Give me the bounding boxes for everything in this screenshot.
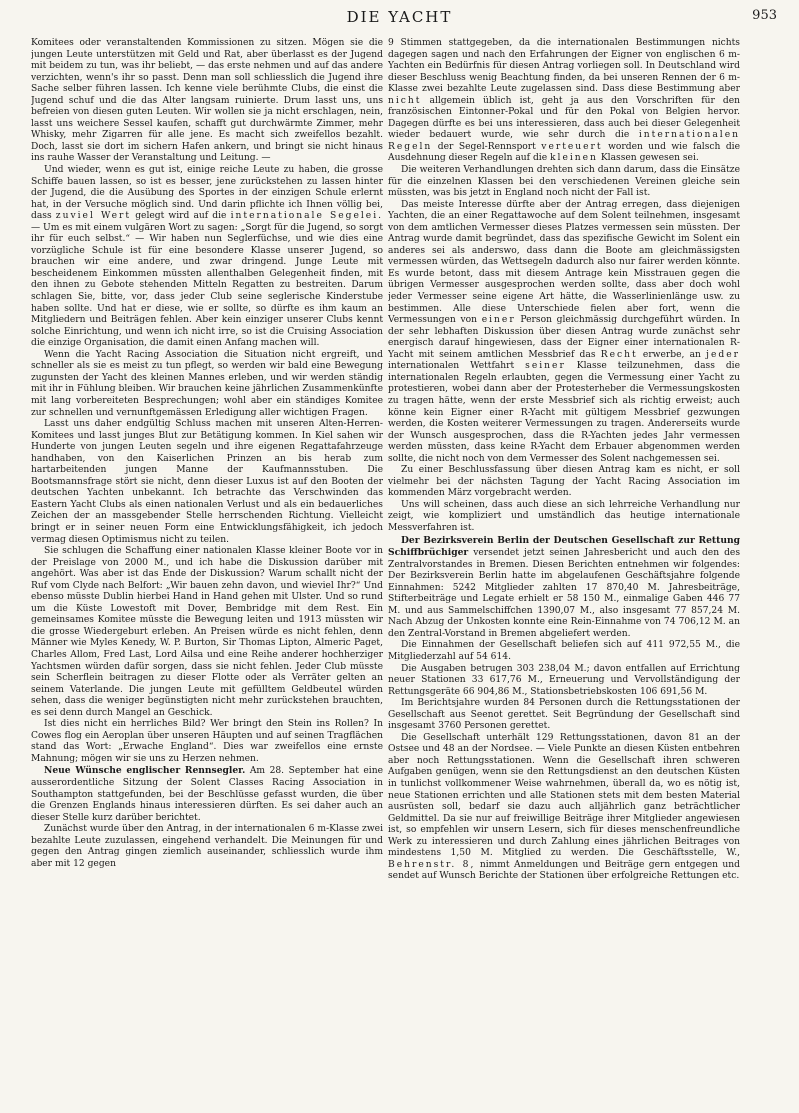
spaced-emphasis: zuviel Wert <box>55 211 132 222</box>
paragraph: Zu einer Beschlussfassung über diesen Antrag kam es nicht, er soll vielmehr bei der nächsten Tagung der Yacht Racing Association im kommenden März vorgebracht werden. <box>388 465 740 499</box>
text-run: worden und wie falsch die Ausdehnung dieser Regeln auf die <box>388 141 740 164</box>
right-column <box>388 38 740 1104</box>
spaced-emphasis: Recht <box>600 349 638 360</box>
text-run: Das meiste Interesse dürfte aber der Antrag erregen, dass diejenigen Yachten, die an einer Regattawoche auf dem Solent teilnehmen, insgesamt von dem amtlichen Vermesser dieses Platzes vermessen sein müssten. Der Antrag wurde damit begründet, dass das spezifische Gewicht im Solent ein anderes sei als anderswo, dass dann die Boote am gleichmässigsten vermessen würden, das Wettsegeln dadurch also nur fairer werden könnte. Es wurde betont, dass mit diesem Antrage kein Misstrauen gegen die übrigen Vermesser ausgesprochen werden sollte, dass aber doch wohl jeder Vermesser seine eigene Art hätte, die Wasserlinienlänge usw. zu bestimmen. Alle diese Unterschiede fielen aber fort, wenn die Vermessungen von <box>388 199 740 326</box>
spaced-emphasis: kleinen <box>550 153 598 164</box>
paragraph <box>388 38 740 165</box>
text-run: — Um es mit einem vulgären Wort zu sagen: „Sorgt für die Jugend, so sorgt ihr für euch selbst.“ — Wir haben nun Seglerfüchse, und wie dies eine vorzügliche Schule ist für eine besondere Klasse unserer Jugend, so brauchen wir eine andere, und zwar dringend. Junge Leute mit bescheidenem Einkommen müssten allenthalben Gelegenheit finden, mit den ihnen zu Gebote stehenden Mitteln Regatten zu bestreiten. Darum schlagen Sie, bitte, vor, dass jeder Club seine seglerische Kinderstube haben sollte. Und hat er diese, wie er sollte, so dürfte es ihm kaum an Mitgliedern und Beiträgen fehlen. Aber kein einziger unserer Clubs kennt solche Einrichtung, und wenn ich nicht irre, so ist die Cruising Association die einzige Organisation, die damit einen Anfang machen will. <box>31 222 383 349</box>
text-run: internationalen Wettfahrt <box>388 361 515 372</box>
page-number: 953 <box>752 8 777 23</box>
text-run: Klasse teilzunehmen, dass die internationalen Regeln erlaubten, gegen die Vermessung einer Yacht zu protestieren, wobei dann aber der Protesterheber die Vermessungskosten zu tragen hätte, wenn der erste Messbrief sich als richtig erweist; auch könne kein Eigner einer R-Yacht mit gültigem Messbrief gezwungen werden, die Kosten weiterer Vermessungen zu tragen. Andererseits wurde der Wunsch ausgesprochen, dass die R-Yachten jedes Jahr vermessen werden müssten, dass keine R-Yacht dem Erbauer abgenommen werden sollte, die nicht noch von dem Vermesser des Solent nachgemessen sei. <box>388 361 740 464</box>
text-run: gelegt wird auf die <box>135 211 227 222</box>
spaced-emphasis: Behrenstr. 8, <box>388 859 476 870</box>
spaced-emphasis: seiner <box>525 361 566 372</box>
paragraph <box>388 535 740 641</box>
text-run: versendet jetzt seinen Jahresbericht und auch den des Zentralvorstandes in Bremen. Diesen Berichten entnehmen wir folgendes: Der Bezirksverein Berlin hatte im abgelaufenen Geschäftsjahre folgende Einnahmen: 5242 Mitglieder zahlten 17 870,40 M. Jahresbeiträge, Stifterbeiträge und Legate erhielt er 58 150 M., einmalige Gaben 446 77 M. und aus Sammelschiffchen 1390,07 M., also insgesamt 77 857,24 M. Nach Abzug der Unkosten konnte eine Rein-Einnahme von 74 706,12 M. an den Zentral-Vorstand in Bremen abgeliefert werden. <box>388 548 740 639</box>
text-run: Die Gesellschaft unterhält 129 Rettungsstationen, davon 81 an der Ostsee und 48 an der Nordsee. — Viele Punkte an diesen Küsten entbehren aber noch Rettungsstationen. Wenn die Gesellschaft ihren schweren Aufgaben genügen, wenn sie den Rettungsdienst an den deutschen Küsten in tunlichst vollkommener Weise wahrnehmen, überall da, wo es nötig ist, neue Stationen errichten und alle Stationen stets mit dem besten Material ausrüsten soll, bedarf sie dazu auch alljährlich ganz beträchtlicher Geldmittel. Da sie nur auf freiwillige Beiträge ihrer Mitglieder angewiesen ist, so empfehlen wir unsern Lesern, sich für dieses menschenfreundliche Werk zu interessieren und durch Zahlung eines jährlichen Beitrages von mindestens 1,50 M. Mitglied zu werden. Die Geschäftsstelle, W., <box>388 732 740 859</box>
spaced-emphasis: jeder <box>706 349 740 360</box>
paragraph: Lasst uns daher endgültig Schluss machen mit unseren Alten-Herren-Komitees und lasst junges Blut zur Betätigung kommen. In Kiel sahen wir Hunderte von jungen Leuten segeln und ihre eigenen Regattafahrzeuge handhaben, von den Kaiserlichen Prinzen an bis herab zum hartarbeitenden jungen Manne der Kaufmannsstuben. Die Bootsmannsfrage stört sie nicht, denn dieser Luxus ist auf den Booten der deutschen Yachten unbekannt. Ich betrachte das Verschwinden das Eastern Yacht Clubs als einen nationalen Verlust und als ein bedauerliches Zeichen der an massgebender Stelle herrschenden Richtung. Vielleicht bringt er in seiner neuen Form eine Entwicklungsfähigkeit, ich jedoch vermag diesen Optimismus nicht zu teilen. <box>31 419 383 545</box>
paragraph: Ist dies nicht ein herrliches Bild? Wer bringt den Stein ins Rollen? In Cowes flog ein Aeroplan über unseren Häupten und auf seinen Tragflächen stand das Wort: „Erwache England“. Dies war zweifellos eine ernste Mahnung; mögen wir sie uns zu Herzen nehmen. <box>31 719 383 764</box>
paragraph: Die weiteren Verhandlungen drehten sich dann darum, dass die Einsätze für die einzelnen Klassen bei den verschiedenen Vereinen gleiche sein müssten, was bis jetzt in England noch nicht der Fall ist. <box>388 165 740 199</box>
text-run: Klassen gewesen sei. <box>600 153 699 164</box>
text-run: allgemein üblich ist, geht ja aus den Vorschriften für den französischen Eintonner-Pokal und für den Pokal von Belgien hervor. Dagegen dürfte es bei uns interessieren, dass auch bei dieser Gelegenheit wieder bedauert wurde, wie sehr durch die <box>388 95 740 141</box>
paragraph: Zunächst wurde über den Antrag, in der internationalen 6 m-Klasse zwei bezahlte Leute zuzulassen, eingehend verhandelt. Die Meinungen für und gegen den Antrag gingen ziemlich auseinander, schliesslich wurde ihm aber mit 12 gegen <box>31 824 383 869</box>
paragraph: Im Berichtsjahre wurden 84 Personen durch die Rettungsstationen der Gesellschaft aus Seenot gerettet. Seit Begründung der Gesellschaft sind insgesamt 3760 Personen gerettet. <box>388 698 740 732</box>
paragraph <box>388 200 740 466</box>
text-run: Person gleichmässig durchgeführt würden. In der sehr lebhaften Diskussion über diesen Antrag wurde zunächst sehr energisch darauf hingewiesen, dass der Eigner einer internationalen R-Yacht mit seinem amtlichen Messbrief das <box>388 315 740 360</box>
paragraph: Uns will scheinen, dass auch diese an sich lehrreiche Verhandlung nur zeigt, wie kompliziert und umständlich das heutige internationale Messverfahren ist. <box>388 499 740 533</box>
text-run: 9 Stimmen stattgegeben, da die internationalen Bestimmungen nichts dagegen sagen und nach den Erfahrungen der Eigner von englischen 6 m-Yachten ein Bedürfnis für diesen Antrag vorliegen soll. In Deutschland wird dieser Beschluss wenig Beachtung finden, da bei unseren Rennen der 6 m-Klasse zwei bezahlte Leute zugelassen sind. Dass diese Bestimmung aber <box>388 38 740 95</box>
text-run: nimmt Anmeldungen und Beiträge gern entgegen und sendet auf Wunsch Berichte der Stationen über erfolgreiche Rettungen etc. <box>388 859 740 882</box>
text-run: Am 28. September hat eine ausserordentliche Sitzung der Solent Classes Racing Association in Southampton stattgefunden, bei der Beschlüsse gefasst wurden, die über die Grenzen Englands hinaus interessieren dürften. Es sei daher auch an dieser Stelle kurz darüber berichtet. <box>31 766 383 823</box>
paragraph <box>31 165 383 350</box>
running-title: DIE YACHT <box>346 8 453 26</box>
spaced-emphasis: internationale Segelei. <box>230 211 383 222</box>
text-run: Und wieder, wenn es gut ist, einige reiche Leute zu haben, die grosse Schiffe bauen lassen, so ist es besser, jene zurückstehen zu lassen hinter der Jugend, die die Ausübung des Sportes in der einzigen Schule erlernt hat, in der Versuche möglich sind. Und darin pflichte ich Ihnen völlig bei, dass <box>31 165 383 222</box>
paragraph: Sie schlugen die Schaffung einer nationalen Klasse kleiner Boote vor in der Preislage von 2000 M., und ich habe die Diskussion darüber mit angehört. Was aber ist das Ende der Diskussion? Warum schallt nicht der Ruf vom Clyde nach Belfort: „Wir bauen zehn davon, und wieviel Ihr?“ Und ebenso müsste Dublin hierbei Hand in Hand gehen mit Ulster. Und so rund um die Küste Lowestoft mit Dover, Bembridge mit dem Rest. Ein gemeinsames Komitee müsste die Bewegung leiten und 1913 müssten wir die grosse Wiedergeburt erleben. An Preisen würde es nicht fehlen, denn Männer wie Myles Kenedy, W. P. Burton, Sir Thomas Lipton, Almeric Paget, Charles Allom, Fred Last, Lord Ailsa und eine Reihe anderer hochherziger Yachtsmen würden dafür sorgen, dass sie nicht fehlen. Jeder Club müsste sein Scherflein beitragen zu dieser Flotte oder als Verräter gelten an seinem Vaterlande. Die jungen Leute mit gefülltem Geldbeutel würden sehen, dass die weniger begünstigten nicht mehr zurückstehen brauchten, es sei denn durch Mangel an Geschick. <box>31 546 383 718</box>
spaced-emphasis: verteuert <box>541 141 603 152</box>
text-run: der Segel-Rennsport <box>437 141 536 152</box>
paragraph: Die Ausgaben betrugen 303 238,04 M.; davon entfallen auf Errichtung neuer Stationen 33 617,76 M., Erneuerung und Vervollständigung der Rettungsgeräte 66 904,86 M., Stationsbetriebskosten 106 691,56 M. <box>388 663 740 697</box>
paragraph: Komitees oder veranstaltenden Kommissionen zu sitzen. Mögen sie die jungen Leute unterstützen mit Geld und Rat, aber überlasst es der Jugend mit beidem zu tun, was ihr beliebt, — das erste nehmen und auf das andere verzichten, wenn's ihr so passt. Denn man soll schliesslich die Jugend ihre Sache selber führen lassen. Ich kenne viele berühmte Clubs, die einst die Jugend schuf und die das Alter langsam ruinierte. Drum lasst uns, uns befreien von diesen guten Leuten. Wir wollen sie ja nicht erschlagen, nein, lasst uns weichere Sessel kaufen, schafft gut durchwärmte Zimmer, mehr Whisky, mehr Zigarren für alle jene. Es macht sich zweifellos bezahlt. Doch, lasst sie dort im sichern Hafen ankern, und bringt sie nicht hinaus ins rauhe Wasser der Veranstaltung und Leitung. — <box>31 38 383 164</box>
paragraph <box>388 733 740 883</box>
text-run: erwerbe, an <box>642 349 701 360</box>
paragraph: Die Einnahmen der Gesellschaft beliefen sich auf 411 972,55 M., die Mitgliederzahl auf 54 614. <box>388 640 740 662</box>
spaced-emphasis: einer <box>481 315 516 326</box>
spaced-emphasis: nicht <box>388 95 422 106</box>
left-column <box>31 38 383 1104</box>
paragraph: Wenn die Yacht Racing Association die Situation nicht ergreift, und schneller als sie es meist zu tun pflegt, so werden wir bald eine Bewegung zugunsten der Yacht des kleinen Mannes erleben, und wir werden ständig mit ihr in Fühlung bleiben. Wir brauchen keine jährlichen Zusammenkünfte mit lang vorbereiteten Besprechungen; wohl aber ein ständiges Komitee zur schnellen und vernunftgemässen Erledigung aller wichtigen Fragen. <box>31 349 383 418</box>
section-heading: Der Bezirksverein Berlin der Deutschen Gesellschaft zur Rettung Schiffbrüchiger <box>388 534 740 559</box>
section-heading: Neue Wünsche englischer Rennsegler. <box>44 765 246 777</box>
paragraph <box>31 765 383 824</box>
spaced-emphasis: internationalen Regeln <box>388 130 740 152</box>
